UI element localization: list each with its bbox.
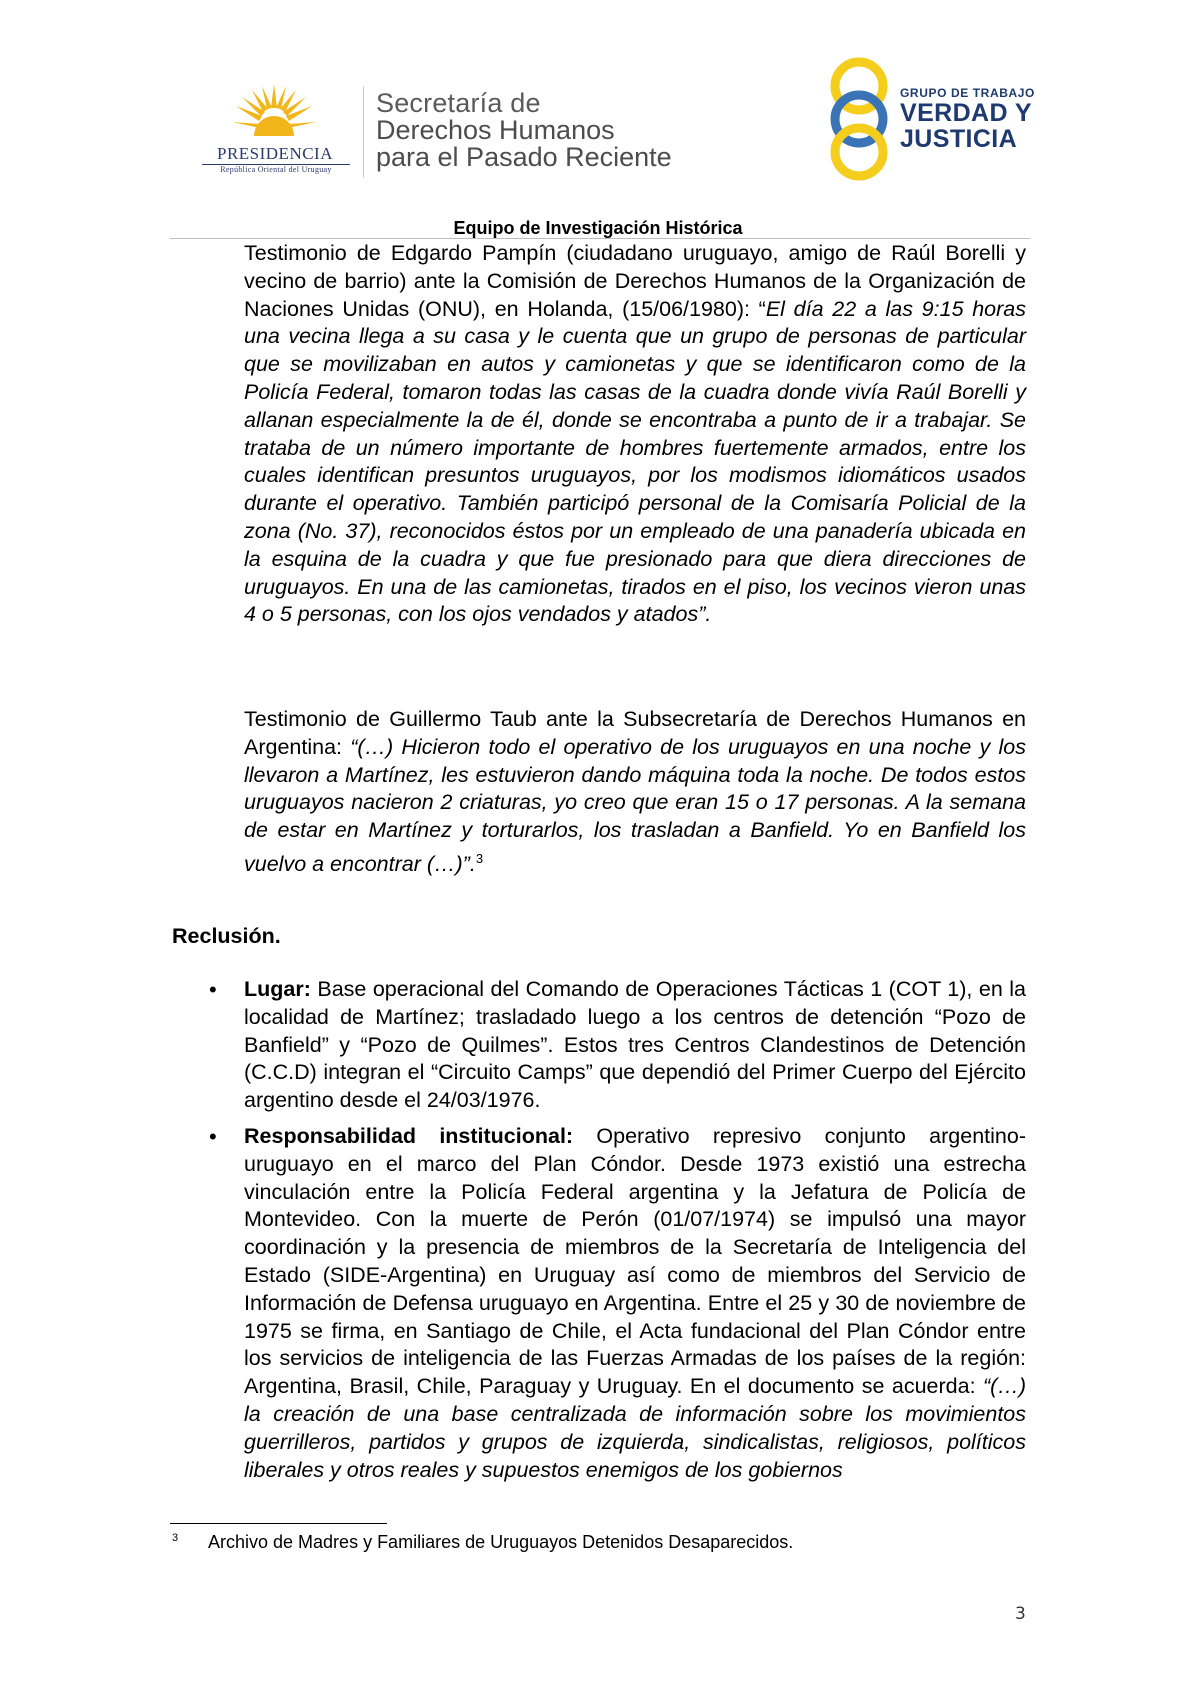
bullet-responsabilidad-text: Operativo represivo conjunto argentino-uruguayo en el marco del Plan Cóndor. Desde 1973 existió una estrecha vinculación entre la Policía Federal argentina y la Jefatura de Policía de Montevideo. Con la muerte de Perón (01/07/1974) se impulsó una mayor coordinación y la presencia de miembros de la Secretaría de Inteligencia del Estado (SIDE-Argentina) en Uruguay así como de miembros del Servicio de Información de Defensa uruguayo en Argentina. Entre el 25 y 30 de noviembre de 1975 se firma, en Santiago de Chile, el Acta fundacional del Plan Cóndor entre los servicios de inteligencia de las Fuerzas Armadas de los países de la región: Argentina, Brasil, Chile, Paraguay y Uruguay. En el documento se acuerda: <box>244 1124 1026 1399</box>
testimony-taub <box>244 706 1026 879</box>
presidencia-name: PRESIDENCIA <box>216 144 333 163</box>
page-header <box>0 0 1190 240</box>
header-divider <box>363 86 364 178</box>
bullet-responsabilidad-quote: “(…) la creación de una base centralizada de información sobre los movimientos guerrilleros, partidos y grupos de izquierda, sindicalistas, religiosos, políticos liberales y otros reales y supuestos enemigos de los gobiernos <box>244 1374 1026 1482</box>
page-number: 3 <box>1015 1604 1026 1624</box>
secretaria-line-1: Secretaría de <box>376 88 541 118</box>
footnote-rule <box>170 1523 387 1524</box>
testimony-taub-quote: “(…) Hicieron todo el operativo de los uruguayos en una noche y los llevaron a Martínez, les estuvieron dando máquina toda la noche. De todos estos uruguayos nacieron 2 criaturas, yo creo que eran 15 o 17 personas. A la semana de estar en Martínez y torturarlos, los trasladan a Banfield. Yo en Banfield los vuelvo a encontrar (…)”. <box>244 734 1026 877</box>
grupo-verdad-justicia <box>900 86 1035 152</box>
testimony-taub-intro: Testimonio de Guillermo Taub ante la Subsecretaría de Derechos Humanos en Argentina: <box>244 707 1026 759</box>
bullet-icon: • <box>209 1124 217 1149</box>
verdad-justicia-rings-icon <box>824 56 894 182</box>
team-title: Equipo de Investigación Histórica <box>453 218 743 238</box>
footnote-number: 3 <box>172 1532 179 1544</box>
secretaria-line-3: para el Pasado Reciente <box>376 142 672 172</box>
footnote-ref: 3 <box>475 850 484 866</box>
bullet-lugar <box>244 976 1026 1115</box>
bullet-icon: • <box>209 977 217 1002</box>
testimony-pampin-quote: El día 22 a las 9:15 horas una vecina llega a su casa y le cuenta que un grupo de personas de particular que se movilizaban en autos y camionetas y que se identificaron como de la Policía Federal, tomaron todas las casas de la cuadra donde vivía Raúl Borelli y allanan especialmente la de él, donde se encontraba a punto de ir a trabajar. Se trataba de un número importante de hombres fuertemente armados, entre los cuales identifican presuntos uruguayos, por los modismos idiomáticos usados durante el operativo. También participó personal de la Comisaría Policial de la zona (No. 37), reconocidos éstos por un empleado de una panadería ubicada en la esquina de la cuadra y que fue presionado para que diera direcciones de uruguayos. En una de las camionetas, tirados en el piso, los vecinos vieron unas 4 o 5 personas, con los ojos vendados y atados”. <box>244 296 1026 627</box>
grupo-line-1: GRUPO DE TRABAJO <box>900 86 1035 100</box>
testimony-pampin-intro: Testimonio de Edgardo Pampín (ciudadano uruguayo, amigo de Raúl Borelli y vecino de barrio) ante la Comisión de Derechos Humanos de la Organización de Naciones Unidas (ONU), en Holanda, (15/06/1980): “ <box>244 241 1026 321</box>
footnote-text: Archivo de Madres y Familiares de Uruguayos Detenidos Desaparecidos. <box>208 1532 794 1552</box>
grupo-line-3: JUSTICIA <box>900 125 1018 153</box>
secretaria-line-2: Derechos Humanos <box>376 115 615 145</box>
sun-icon <box>232 78 316 146</box>
bullet-lugar-label: Lugar: <box>244 977 311 1001</box>
secretaria-title <box>376 90 672 171</box>
header-rule <box>170 238 1030 239</box>
testimony-pampin <box>244 240 1026 629</box>
bullet-responsabilidad-label: Responsabilidad institucional: <box>244 1124 574 1148</box>
bullet-responsabilidad <box>244 1123 1026 1484</box>
presidencia-subtitle: República Oriental del Uruguay <box>220 165 332 174</box>
section-heading-reclusion: Reclusión. <box>172 924 281 948</box>
bullet-lugar-text: Base operacional del Comando de Operaciones Tácticas 1 (COT 1), en la localidad de Martínez; trasladado luego a los centros de detención “Pozo de Banfield” y “Pozo de Quilmes”. Estos tres Centros Clandestinos de Detención (C.C.D) integran el “Circuito Camps” que dependió del Primer Cuerpo del Ejército argentino desde el 24/03/1976. <box>244 977 1026 1113</box>
grupo-line-2: VERDAD Y <box>900 99 1032 127</box>
